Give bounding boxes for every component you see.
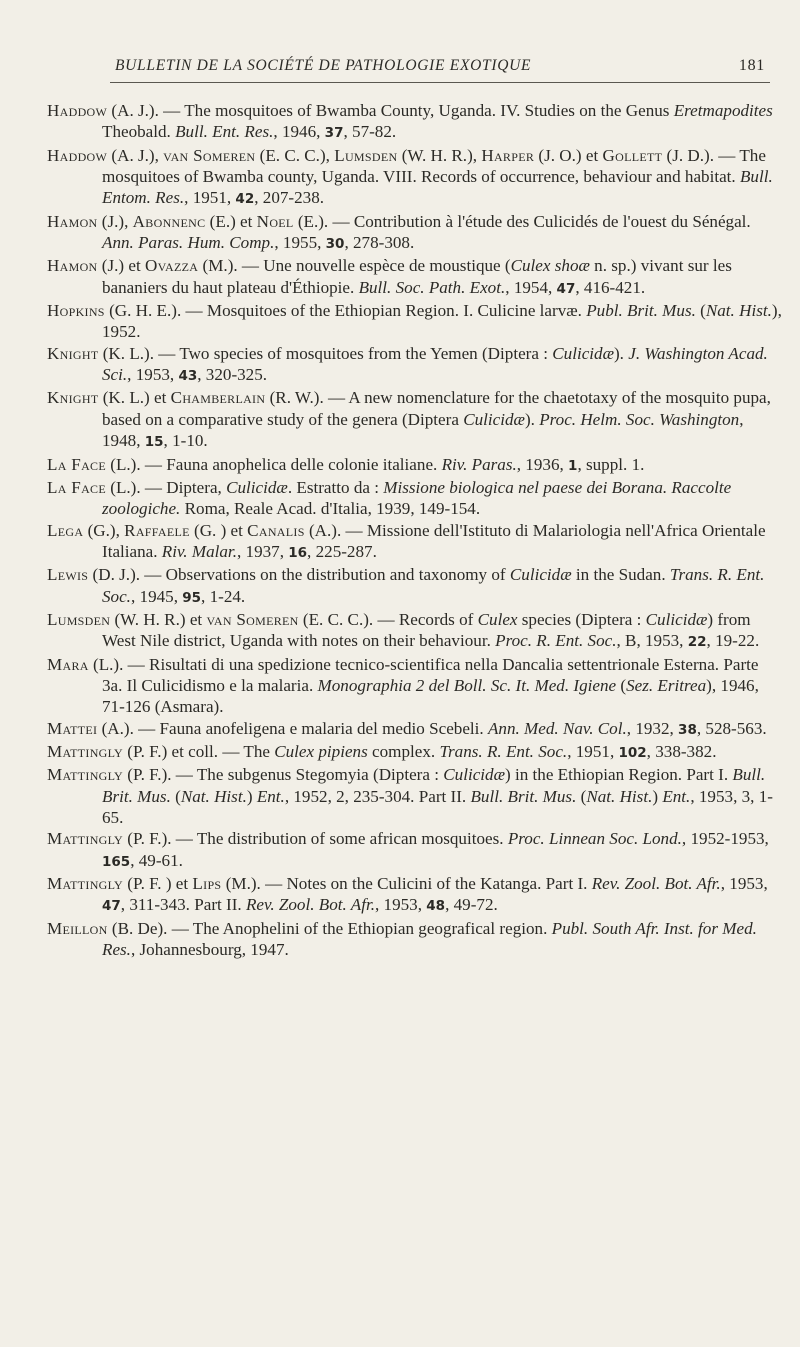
reference-text: (W. H. R.), [397, 145, 482, 165]
reference-entry [47, 145, 782, 211]
reference-text: , 1945, [130, 586, 183, 606]
reference-text: . Estratto da : [287, 477, 384, 497]
reference-text: , 1953, 3, 1-65. [102, 786, 773, 827]
italic-text: Bull. Brit. Mus. [102, 765, 766, 806]
reference-text: ( [576, 786, 587, 806]
author-name: Lumsden [334, 145, 398, 165]
volume-number: 42 [235, 191, 255, 208]
reference-text: , 1951, [567, 741, 619, 761]
reference-text: (A.). — Missione dell'Istituto di Malariologia nell'Africa Orientale Italiana. [102, 520, 766, 561]
italic-text: Culicidæ [645, 609, 708, 629]
volume-number: 43 [178, 368, 198, 385]
reference-text: (E. C. C.). — Records of [298, 609, 478, 629]
italic-text: Nat. Hist. [180, 786, 247, 806]
italic-text: Rev. Zool. Bot. Afr. [591, 874, 721, 894]
reference-text: species (Diptera : [517, 609, 646, 629]
italic-text: Nat. Hist. [586, 786, 653, 806]
reference-text: , 49-72. [445, 895, 498, 915]
reference-text: , 1-10. [163, 431, 208, 451]
reference-text: ) from West Nile district, Uganda with notes on their behaviour. [102, 609, 751, 651]
reference-entry [47, 741, 782, 764]
author-name: Knight [47, 343, 99, 363]
italic-text: Riv. Paras. [441, 454, 517, 474]
reference-text: (E.). — Contribution à l'étude des Culicidés de l'ouest du Sénégal. [293, 211, 751, 231]
italic-text: Eretmapodites [673, 101, 773, 120]
volume-number: 30 [325, 236, 345, 253]
reference-entry [47, 300, 782, 343]
reference-text: (A.). — Fauna anofeligena e malaria del medio Scebeli. [97, 718, 488, 738]
reference-text: (G. H. E.). — Mosquitoes of the Ethiopian Region. I. Culicine larvæ. [104, 301, 587, 321]
reference-text: (E. C. C.), [255, 145, 335, 165]
author-name: Haddow [47, 101, 108, 120]
author-name: Ovazza [144, 256, 199, 276]
reference-text: (J. D.). — The mosquitoes of Bwamba county, Uganda. VIII. Records of occurrence, behaviour and habitat. [102, 145, 766, 187]
reference-text: , 1955, [274, 233, 326, 253]
volume-number: 102 [618, 744, 647, 761]
reference-text: in the Sudan. [571, 565, 670, 585]
italic-text: Ann. Med. Nav. Col. [487, 718, 627, 738]
reference-text: (D. J.). — Observations on the distribution and taxonomy of [88, 565, 510, 585]
author-name: Abonnenc [132, 211, 206, 231]
italic-text: Culicidæ [552, 343, 614, 363]
volume-number: 37 [324, 125, 344, 142]
reference-text: n. sp.) vivant sur les bananiers du haut plateau d'Éthiopie. [102, 256, 732, 297]
reference-entry [47, 387, 782, 453]
reference-text: ( [170, 786, 181, 806]
page-number: 181 [738, 57, 765, 74]
reference-text: (P. F. ) et [123, 874, 193, 894]
italic-text: Proc. R. Ent. Soc. [495, 631, 617, 651]
author-name: Mattei [47, 718, 98, 738]
reference-text: , 1954, [505, 277, 557, 297]
reference-text: , 278-308. [344, 233, 415, 253]
reference-text: , 1932, [626, 718, 679, 738]
author-name: Canalis [247, 520, 305, 540]
reference-entry [47, 609, 782, 654]
reference-text: , 1936, [516, 454, 569, 474]
italic-text: Culex [477, 609, 518, 629]
reference-text: (M.). — Notes on the Culicini of the Katanga. Part I. [221, 874, 592, 894]
reference-text: , 1-24. [201, 586, 246, 606]
volume-number: 48 [426, 898, 446, 915]
reference-text: (G.), [83, 520, 125, 540]
italic-text: Missione biologica nel paese dei Borana. Raccolte zoologiche. [102, 477, 732, 519]
italic-text: Culicidæ [226, 477, 288, 497]
reference-text: (P. F.) et coll. — The [123, 741, 275, 761]
reference-text: , 320-325. [197, 365, 268, 385]
author-name: Hamon [47, 211, 98, 231]
reference-text: ). [524, 409, 540, 429]
reference-text: , 1952-1953, [681, 829, 769, 849]
author-name: van Someren [206, 609, 299, 629]
reference-text: (K. L.) et [98, 388, 171, 408]
reference-text: (P. F.). — The subgenus Stegomyia (Diptera : [123, 765, 444, 785]
author-name: Mattingly [47, 765, 124, 785]
reference-text: , B, 1953, [616, 631, 688, 651]
italic-text: Trans. R. Ent. Soc. [102, 565, 765, 606]
reference-text: ). [613, 343, 629, 363]
reference-text: , 1937, [236, 541, 289, 561]
reference-text: , 311-343. Part II. [120, 895, 246, 915]
author-name: La Face [47, 454, 106, 474]
reference-text: , 19-22. [706, 631, 760, 651]
reference-entry [47, 454, 782, 477]
reference-text: ( [616, 675, 627, 695]
reference-entry [47, 477, 782, 520]
reference-text: (B. De). — The Anophelini of the Ethiopian geografical region. [107, 918, 552, 938]
author-name: Haddow [47, 145, 108, 165]
author-name: Lips [192, 874, 222, 894]
reference-entry [47, 873, 782, 918]
reference-text: (R. W.). — A new nomenclature for the chaetotaxy of the mosquito pupa, based on a comparative study of the genera (Diptera [102, 388, 771, 429]
volume-number: 47 [556, 280, 576, 297]
reference-text: (P. F.). — The distribution of some african mosquitoes. [123, 829, 508, 849]
reference-text: ), 1946, 71-126 (Asmara). [102, 675, 759, 717]
italic-text: Bull. Ent. Res. [175, 122, 274, 142]
reference-text: , 528-563. [696, 718, 767, 738]
reference-entry [47, 255, 782, 300]
reference-text: Roma, Reale Acad. d'Italia, 1939, 149-154. [180, 499, 481, 519]
reference-text: , Johannesbourg, 1947. [130, 940, 289, 960]
volume-number: 1 [568, 457, 578, 474]
reference-entry [47, 100, 782, 145]
reference-text: , 1948, [102, 409, 744, 451]
reference-text: (L.). — Diptera, [106, 477, 227, 497]
reference-entry [47, 654, 782, 718]
reference-entry [47, 828, 782, 873]
volume-number: 47 [102, 898, 121, 915]
volume-number: 38 [678, 721, 697, 738]
reference-text: , 49-61. [130, 850, 183, 870]
volume-number: 16 [288, 544, 308, 561]
reference-text: ) [246, 786, 257, 806]
reference-text: , 1953, [127, 365, 179, 385]
header-rule [110, 82, 770, 83]
reference-text: ) [652, 786, 663, 806]
italic-text: Culex shoæ [510, 256, 590, 276]
author-name: Hamon [47, 256, 98, 276]
italic-text: Culicidæ [463, 409, 525, 429]
reference-text: , 225-287. [307, 541, 377, 561]
reference-text: (A. J.), [107, 145, 164, 165]
author-name: Raffaele [124, 520, 190, 540]
author-name: Lega [47, 520, 84, 540]
author-name: La Face [47, 477, 106, 497]
italic-text: Nat. Hist. [705, 301, 772, 321]
italic-text: Publ. Brit. Mus. [586, 301, 696, 321]
volume-number: 95 [182, 589, 202, 606]
italic-text: Culex pipiens [274, 741, 368, 761]
reference-text: , 1951, [184, 188, 236, 208]
reference-text: (K. L.). — Two species of mosquitoes from the Yemen (Diptera : [98, 343, 553, 363]
reference-text: (J.), [97, 211, 133, 231]
reference-text: ), 1952. [102, 301, 782, 342]
running-header [115, 57, 765, 75]
reference-entry [47, 718, 782, 741]
reference-text: , 338-382. [646, 741, 717, 761]
italic-text: Proc. Helm. Soc. Washington [539, 409, 740, 429]
author-name: Gollett [602, 145, 663, 165]
reference-text: , 1946, [273, 122, 325, 142]
reference-text: (L.). — Risultati di una spedizione tecnico-scientifica nella Dancalia settentrionale Esterna. Parte 3a. Il Culicidismo e la malaria. [88, 654, 759, 695]
reference-text: (E.) et [205, 211, 257, 231]
author-name: Mattingly [47, 874, 124, 894]
reference-entry [47, 343, 782, 388]
italic-text: J. Washington Acad. Sci. [102, 343, 768, 385]
reference-text: (L.). — Fauna anophelica delle colonie italiane. [106, 454, 442, 474]
author-name: Harper [481, 145, 535, 165]
author-name: van Someren [163, 145, 256, 165]
reference-text: (J.) et [97, 256, 145, 276]
author-name: Mattingly [47, 741, 124, 761]
reference-text: , 1952, 2, 235-304. Part II. [284, 786, 471, 806]
italic-text: Bull. Soc. Path. Exot. [358, 277, 506, 297]
author-name: Knight [47, 388, 99, 408]
reference-entry [47, 918, 782, 961]
author-name: Mattingly [47, 829, 124, 849]
italic-text: Ann. Paras. Hum. Comp. [102, 233, 275, 253]
reference-entry [47, 764, 782, 828]
italic-text: Trans. R. Ent. Soc. [439, 741, 568, 761]
author-name: Noel [256, 211, 294, 231]
reference-text: , suppl. 1. [577, 454, 645, 474]
running-title: BULLETIN DE LA SOCIÉTÉ DE PATHOLOGIE EXOTIQUE [115, 57, 532, 74]
italic-text: Monographia 2 del Boll. Sc. It. Med. Igiene [317, 675, 617, 695]
reference-text: (W. H. R.) et [110, 609, 207, 629]
italic-text: Proc. Linnean Soc. Lond. [507, 829, 682, 849]
reference-entry [47, 520, 782, 565]
author-name: Chamberlain [170, 388, 266, 408]
italic-text: Ent. [662, 786, 691, 806]
author-name: Mara [47, 654, 89, 674]
volume-number: 165 [102, 853, 131, 870]
italic-text: Culicidæ [443, 765, 505, 785]
italic-text: Riv. Malar. [161, 541, 237, 561]
reference-entry [47, 211, 782, 256]
reference-list [47, 100, 782, 960]
reference-text: ) in the Ethiopian Region. Part I. [504, 765, 733, 785]
author-name: Meillon [47, 918, 108, 938]
reference-text: , 1953, [374, 895, 427, 915]
reference-text: (M.). — Une nouvelle espèce de moustique ( [198, 256, 511, 276]
reference-text: Theobald. [102, 122, 176, 142]
reference-text: complex. [367, 741, 440, 761]
reference-text: (A. J.). — The mosquitoes of Bwamba County, Uganda. IV. Studies on the Genus [107, 101, 674, 120]
italic-text: Rev. Zool. Bot. Afr. [245, 895, 375, 915]
volume-number: 22 [687, 634, 707, 651]
author-name: Lumsden [47, 609, 111, 629]
italic-text: Bull. Entom. Res. [102, 167, 773, 208]
italic-text: Sez. Eritrea [626, 675, 707, 695]
author-name: Hopkins [47, 301, 105, 321]
reference-text: , 57-82. [343, 122, 397, 142]
reference-text: , 416-421. [575, 277, 646, 297]
volume-number: 15 [144, 434, 164, 451]
italic-text: Publ. South Afr. Inst. for Med. Res. [102, 918, 757, 960]
author-name: Lewis [47, 565, 89, 585]
reference-entry [47, 564, 782, 609]
italic-text: Culicidæ [509, 565, 572, 585]
reference-text: ( [695, 301, 706, 321]
reference-text: (J. O.) et [534, 145, 603, 165]
reference-text: , 1953, [720, 874, 768, 894]
italic-text: Ent. [256, 786, 285, 806]
italic-text: Bull. Brit. Mus. [470, 786, 577, 806]
reference-text: , 207-238. [254, 188, 325, 208]
reference-text: (G. ) et [189, 520, 248, 540]
